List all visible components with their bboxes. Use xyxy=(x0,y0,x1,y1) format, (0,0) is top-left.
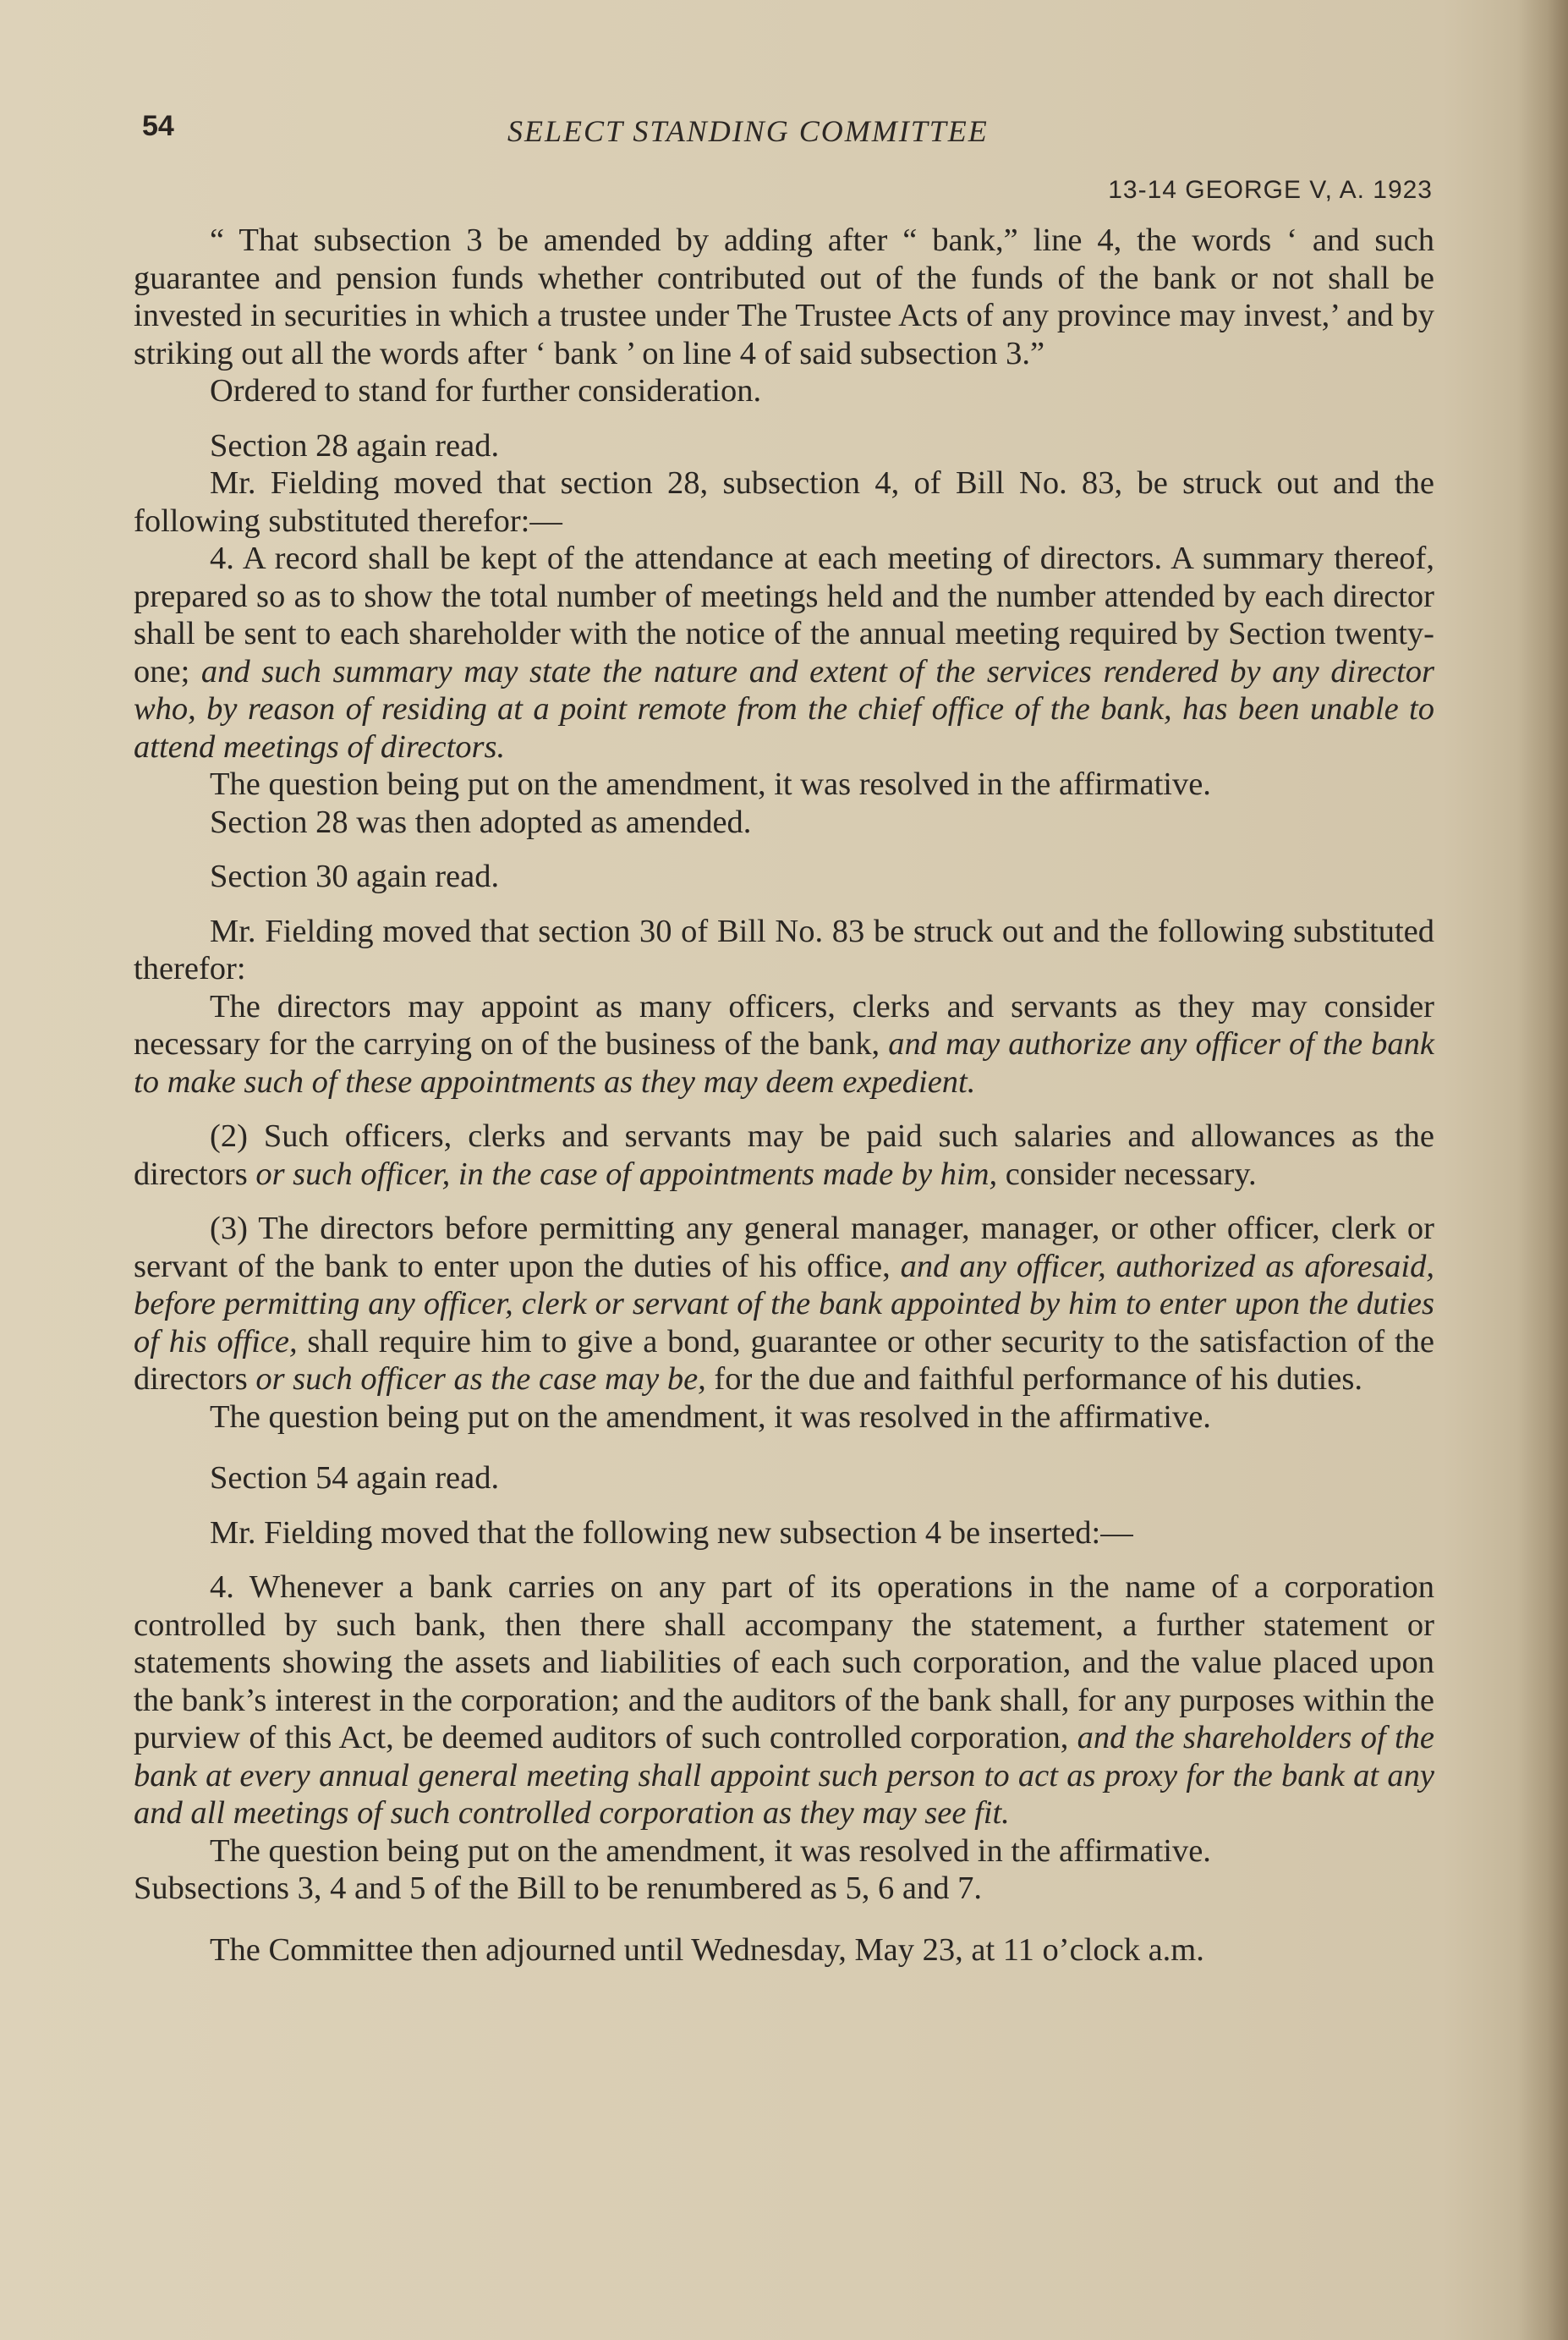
paragraph-motion-28: Mr. Fielding moved that section 28, subsection 4, of Bill No. 83, be struck out and the following substituted therefor:— xyxy=(134,465,1434,539)
running-head: SELECT STANDING COMMITTEE xyxy=(507,114,989,148)
paragraph-motion-54: Mr. Fielding moved that the following new subsection 4 be inserted:— xyxy=(210,1514,1133,1551)
paragraph-motion-30: Mr. Fielding moved that section 30 of Bill No. 83 be struck out and the following substituted therefor: xyxy=(134,913,1434,986)
paragraph-ordered: Ordered to stand for further consideration. xyxy=(210,373,762,409)
paragraph-resolved-3: The question being put on the amendment, it was resolved in the affirmative. xyxy=(210,1832,1211,1869)
body-text xyxy=(134,222,1434,1969)
page-binding-shadow xyxy=(1517,0,1568,2340)
paragraph-salaries: (2) Such officers, clerks and servants may be paid such salaries and allowances as the directors or such officer, in the case of appointments made by him, consider necessary. xyxy=(134,1118,1434,1192)
paragraph-bond: (3) The directors before permitting any general manager, manager, or other officer, clerk or servant of the bank to enter upon the duties of his office, and any officer, authorized as aforesaid, before permitting any officer, clerk or servant of the bank appointed by him to enter upon the duties of his office, shall require him to give a bond, guarantee or other security to the satisfaction of the directors or such officer as the case may be, for the due and faithful performance of his duties. xyxy=(134,1211,1435,1397)
paragraph-record-attendance: 4. A record shall be kept of the attendance at each meeting of directors. A summary thereof, prepared so as to show the total number of meetings held and the number attended by each director shall be sent to each shareholder with the notice of the annual meeting required by Section twenty-one; and such summary may state the nature and extent of the services rendered by any director who, by reason of residing at a point remote from the chief office of the bank, has been unable to attend meetings of directors. xyxy=(134,541,1434,765)
session-line: 13-14 GEORGE V, A. 1923 xyxy=(1108,176,1433,204)
paragraph-controlled-corporation: 4. Whenever a bank carries on any part of its operations in the name of a corporation controlled by such bank, then there shall accompany the statement, a further statement or statements showing the assets and liabilities of each such corporation, and the value placed upon the bank’s interest in the corporation; and the auditors of the bank shall, for any purposes within the purview of this Act, be deemed auditors of such controlled corporation, and the shareholders of the bank at every annual general meeting shall appoint such person to act as proxy for the bank at any and all meetings of such controlled corporation as they may see fit. xyxy=(134,1569,1435,1831)
paragraph-directors-appoint: The directors may appoint as many officers, clerks and servants as they may consider necessary for the carrying on of the business of the bank, and may authorize any officer of the bank to make such of these appointments as they may deem expedient. xyxy=(134,988,1434,1100)
paragraph-amendment-quote: “ That subsection 3 be amended by adding after “ bank,” line 4, the words ‘ and such guarantee and pension funds whether contributed out of the funds of the bank or not shall be invested in securities in which a trustee under The Trustee Acts of any province may invest,’ and by striking out all the words after ‘ bank ’ on line 4 of said subsection 3.” xyxy=(134,222,1434,371)
paragraph-section-30-read: Section 30 again read. xyxy=(210,859,500,894)
paragraph-section-28-read: Section 28 again read. xyxy=(210,427,500,464)
paragraph-section-54-read: Section 54 again read. xyxy=(210,1460,500,1496)
page-number: 54 xyxy=(142,110,174,142)
paragraph-renumbered: Subsections 3, 4 and 5 of the Bill to be renumbered as 5, 6 and 7. xyxy=(134,1870,982,1906)
paragraph-resolved-2: The question being put on the amendment, it was resolved in the affirmative. xyxy=(210,1398,1211,1435)
paragraph-adopted-28: Section 28 was then adopted as amended. xyxy=(210,804,752,840)
paragraph-adjourned: The Committee then adjourned until Wednesday, May 23, at 11 o’clock a.m. xyxy=(210,1931,1204,1968)
paragraph-resolved-1: The question being put on the amendment, it was resolved in the affirmative. xyxy=(210,766,1211,802)
